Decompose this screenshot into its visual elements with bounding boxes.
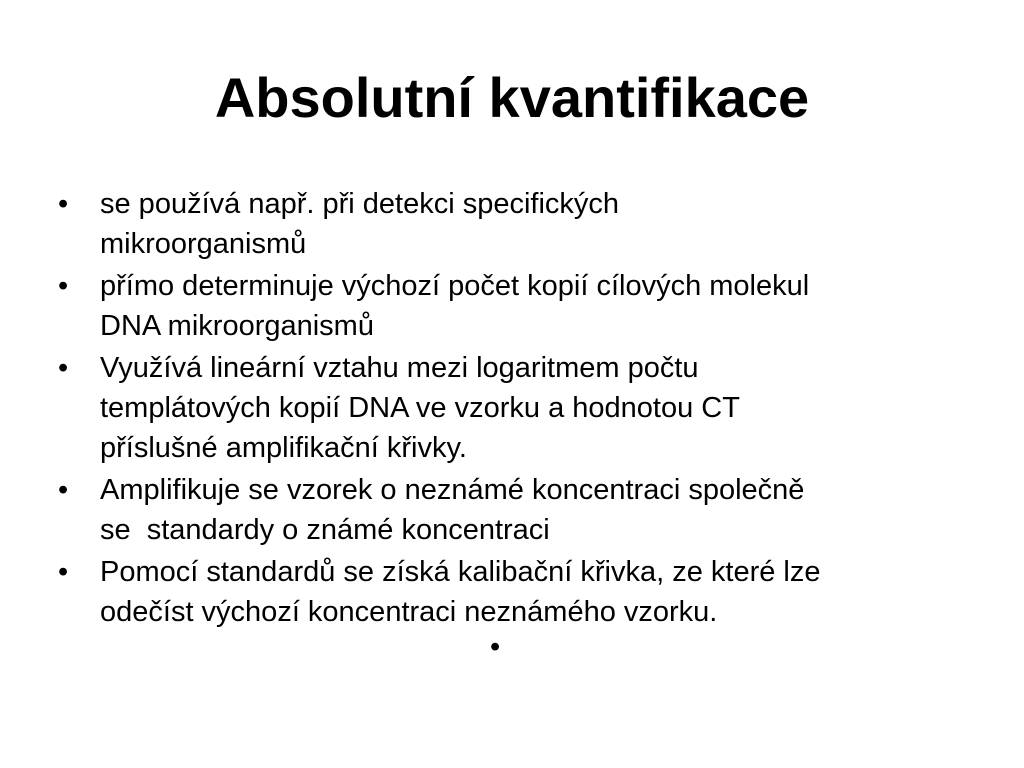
bullet-marker: • [58,188,69,220]
bullet-marker: • [58,270,69,302]
bullet-list [58,184,978,634]
bullet-item [58,184,978,264]
bullet-text-line: přímo determinuje výchozí počet kopií cílových molekul [100,270,810,302]
bullet-text-line: Pomocí standardů se získá kalibační křivka, ze které lze [100,556,821,588]
bullet-text-line: odečíst výchozí koncentraci neznámého vzorku. [100,596,718,628]
bullet-marker: • [58,474,69,506]
bullet-item [58,348,978,468]
slide-title: Absolutní kvantifikace [214,66,810,129]
bullet-text-line: se používá např. při detekci specifických [100,188,620,220]
bullet-text-line: DNA mikroorganismů [100,310,374,342]
bullet-item [58,266,978,346]
bullet-marker: • [58,352,69,384]
empty-bullet-marker: • [490,631,501,663]
bullet-text-line: templátových kopií DNA ve vzorku a hodnotou CT [100,392,740,424]
bullet-marker: • [58,556,69,588]
bullet-text-line: se standardy o známé koncentraci [100,514,550,546]
bullet-item [58,470,978,550]
bullet-text-line: Amplifikuje se vzorek o neznámé koncentraci společně [100,474,805,506]
bullet-item [58,552,978,632]
bullet-text-line: mikroorganismů [100,228,307,260]
bullet-text-line: Využívá lineární vztahu mezi logaritmem počtu [100,352,699,384]
bullet-text-line: příslušné amplifikační křivky. [100,432,467,464]
